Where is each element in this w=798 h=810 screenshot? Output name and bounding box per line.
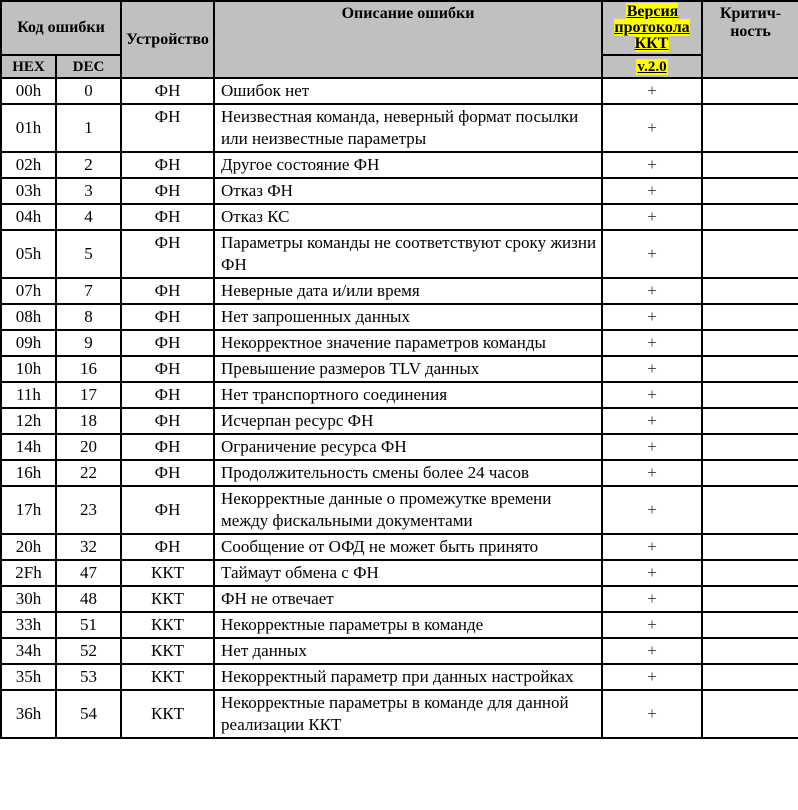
cell-criticality [702, 612, 798, 638]
cell-dec-code: 51 [56, 612, 121, 638]
cell-device: ФН [121, 278, 214, 304]
cell-hex-code: 07h [1, 278, 56, 304]
cell-dec-code: 7 [56, 278, 121, 304]
cell-dec-code: 32 [56, 534, 121, 560]
cell-criticality [702, 330, 798, 356]
cell-hex-code: 35h [1, 664, 56, 690]
cell-dec-code: 9 [56, 330, 121, 356]
cell-protocol-v20-support: + [602, 330, 702, 356]
cell-protocol-v20-support: + [602, 434, 702, 460]
cell-protocol-v20-support: + [602, 534, 702, 560]
cell-device: ККТ [121, 664, 214, 690]
cell-criticality [702, 204, 798, 230]
cell-hex-code: 01h [1, 104, 56, 152]
cell-criticality [702, 434, 798, 460]
table-row [1, 304, 798, 330]
cell-hex-code: 00h [1, 78, 56, 104]
table-row [1, 612, 798, 638]
cell-description: Неизвестная команда, неверный формат посылки или неизвестные параметры [214, 104, 602, 152]
table-row [1, 78, 798, 104]
cell-criticality [702, 408, 798, 434]
header-device: Устройство [121, 1, 214, 78]
cell-protocol-v20-support: + [602, 204, 702, 230]
cell-description: Параметры команды не соответствуют сроку жизни ФН [214, 230, 602, 278]
header-error-code: Код ошибки [1, 1, 121, 55]
cell-dec-code: 23 [56, 486, 121, 534]
cell-hex-code: 14h [1, 434, 56, 460]
cell-dec-code: 54 [56, 690, 121, 738]
cell-device: ФН [121, 408, 214, 434]
cell-criticality [702, 78, 798, 104]
cell-dec-code: 0 [56, 78, 121, 104]
header-hex: HEX [1, 55, 56, 78]
cell-dec-code: 5 [56, 230, 121, 278]
cell-dec-code: 1 [56, 104, 121, 152]
cell-device: ФН [121, 78, 214, 104]
cell-criticality [702, 560, 798, 586]
table-row [1, 664, 798, 690]
cell-criticality [702, 178, 798, 204]
cell-hex-code: 10h [1, 356, 56, 382]
cell-device: ФН [121, 152, 214, 178]
header-criticality [702, 1, 798, 78]
cell-dec-code: 3 [56, 178, 121, 204]
cell-hex-code: 09h [1, 330, 56, 356]
cell-description: Некорректные данные о промежутке времени между фискальными документами [214, 486, 602, 534]
cell-hex-code: 08h [1, 304, 56, 330]
cell-dec-code: 4 [56, 204, 121, 230]
header-protocol-version [602, 1, 702, 55]
cell-hex-code: 30h [1, 586, 56, 612]
cell-protocol-v20-support: + [602, 664, 702, 690]
cell-protocol-v20-support: + [602, 586, 702, 612]
table-row [1, 356, 798, 382]
cell-criticality [702, 638, 798, 664]
cell-device: ФН [121, 356, 214, 382]
cell-device: ФН [121, 304, 214, 330]
cell-device: ФН [121, 330, 214, 356]
cell-protocol-v20-support: + [602, 304, 702, 330]
cell-description: Нет данных [214, 638, 602, 664]
table-header [1, 1, 798, 78]
cell-device: ККТ [121, 638, 214, 664]
cell-hex-code: 12h [1, 408, 56, 434]
cell-protocol-v20-support: + [602, 152, 702, 178]
cell-description: Отказ КС [214, 204, 602, 230]
cell-criticality [702, 586, 798, 612]
cell-criticality [702, 382, 798, 408]
table-row [1, 534, 798, 560]
table-row [1, 278, 798, 304]
cell-hex-code: 2Fh [1, 560, 56, 586]
table-row [1, 204, 798, 230]
cell-criticality [702, 664, 798, 690]
cell-criticality [702, 230, 798, 278]
cell-hex-code: 36h [1, 690, 56, 738]
table-row [1, 230, 798, 278]
cell-description: Отказ ФН [214, 178, 602, 204]
header-dec: DEC [56, 55, 121, 78]
cell-device: ФН [121, 230, 214, 278]
cell-protocol-v20-support: + [602, 690, 702, 738]
table-row [1, 178, 798, 204]
cell-description: Сообщение от ОФД не может быть принято [214, 534, 602, 560]
table-row [1, 330, 798, 356]
cell-criticality [702, 304, 798, 330]
cell-device: ККТ [121, 612, 214, 638]
cell-description: Нет запрошенных данных [214, 304, 602, 330]
cell-hex-code: 11h [1, 382, 56, 408]
cell-device: ФН [121, 178, 214, 204]
cell-dec-code: 17 [56, 382, 121, 408]
cell-device: ФН [121, 104, 214, 152]
cell-description: Таймаут обмена с ФН [214, 560, 602, 586]
cell-protocol-v20-support: + [602, 356, 702, 382]
cell-protocol-v20-support: + [602, 178, 702, 204]
table-row [1, 586, 798, 612]
cell-dec-code: 22 [56, 460, 121, 486]
table-row [1, 152, 798, 178]
cell-hex-code: 02h [1, 152, 56, 178]
cell-protocol-v20-support: + [602, 408, 702, 434]
cell-hex-code: 16h [1, 460, 56, 486]
cell-description: Некорректные параметры в команде [214, 612, 602, 638]
cell-description: Превышение размеров TLV данных [214, 356, 602, 382]
cell-dec-code: 47 [56, 560, 121, 586]
cell-description: Неверные дата и/или время [214, 278, 602, 304]
cell-protocol-v20-support: + [602, 78, 702, 104]
table-row [1, 460, 798, 486]
cell-hex-code: 17h [1, 486, 56, 534]
table-body [1, 78, 798, 738]
cell-criticality [702, 534, 798, 560]
table-row [1, 408, 798, 434]
criticality-label-line2: ность [730, 23, 771, 40]
cell-description: Ограничение ресурса ФН [214, 434, 602, 460]
cell-description: Исчерпан ресурс ФН [214, 408, 602, 434]
header-row-1 [1, 1, 798, 55]
table-row [1, 638, 798, 664]
cell-description: Другое состояние ФН [214, 152, 602, 178]
cell-device: ФН [121, 434, 214, 460]
cell-criticality [702, 152, 798, 178]
header-version-number [602, 55, 702, 78]
cell-protocol-v20-support: + [602, 278, 702, 304]
cell-criticality [702, 460, 798, 486]
cell-dec-code: 52 [56, 638, 121, 664]
cell-description: Продолжительность смены более 24 часов [214, 460, 602, 486]
cell-protocol-v20-support: + [602, 382, 702, 408]
cell-dec-code: 8 [56, 304, 121, 330]
cell-criticality [702, 104, 798, 152]
cell-protocol-v20-support: + [602, 460, 702, 486]
cell-dec-code: 48 [56, 586, 121, 612]
cell-dec-code: 20 [56, 434, 121, 460]
cell-device: ФН [121, 486, 214, 534]
cell-criticality [702, 486, 798, 534]
cell-hex-code: 34h [1, 638, 56, 664]
cell-dec-code: 16 [56, 356, 121, 382]
cell-device: ККТ [121, 690, 214, 738]
cell-protocol-v20-support: + [602, 486, 702, 534]
table-row [1, 104, 798, 152]
cell-dec-code: 18 [56, 408, 121, 434]
cell-hex-code: 04h [1, 204, 56, 230]
table-row [1, 434, 798, 460]
table-row [1, 560, 798, 586]
cell-protocol-v20-support: + [602, 230, 702, 278]
cell-device: ФН [121, 382, 214, 408]
cell-protocol-v20-support: + [602, 104, 702, 152]
cell-dec-code: 53 [56, 664, 121, 690]
cell-description: ФН не отвечает [214, 586, 602, 612]
cell-criticality [702, 690, 798, 738]
cell-criticality [702, 278, 798, 304]
cell-protocol-v20-support: + [602, 612, 702, 638]
cell-hex-code: 20h [1, 534, 56, 560]
cell-criticality [702, 356, 798, 382]
table-row [1, 486, 798, 534]
cell-protocol-v20-support: + [602, 638, 702, 664]
table-row [1, 382, 798, 408]
cell-description: Нет транспортного соединения [214, 382, 602, 408]
cell-hex-code: 03h [1, 178, 56, 204]
cell-device: ФН [121, 534, 214, 560]
cell-description: Некорректное значение параметров команды [214, 330, 602, 356]
criticality-label-line1: Критич- [719, 5, 782, 22]
cell-hex-code: 33h [1, 612, 56, 638]
cell-device: ККТ [121, 586, 214, 612]
cell-hex-code: 05h [1, 230, 56, 278]
cell-device: ФН [121, 460, 214, 486]
table-row [1, 690, 798, 738]
cell-device: ККТ [121, 560, 214, 586]
cell-dec-code: 2 [56, 152, 121, 178]
cell-description: Некорректный параметр при данных настройках [214, 664, 602, 690]
cell-device: ФН [121, 204, 214, 230]
cell-description: Некорректные параметры в команде для данной реализации ККТ [214, 690, 602, 738]
cell-description: Ошибок нет [214, 78, 602, 104]
cell-protocol-v20-support: + [602, 560, 702, 586]
highlighted-version-text: Версия протокола ККТ [614, 3, 690, 52]
highlighted-version-number-text: v.2.0 [637, 58, 667, 75]
header-description: Описание ошибки [214, 1, 602, 78]
